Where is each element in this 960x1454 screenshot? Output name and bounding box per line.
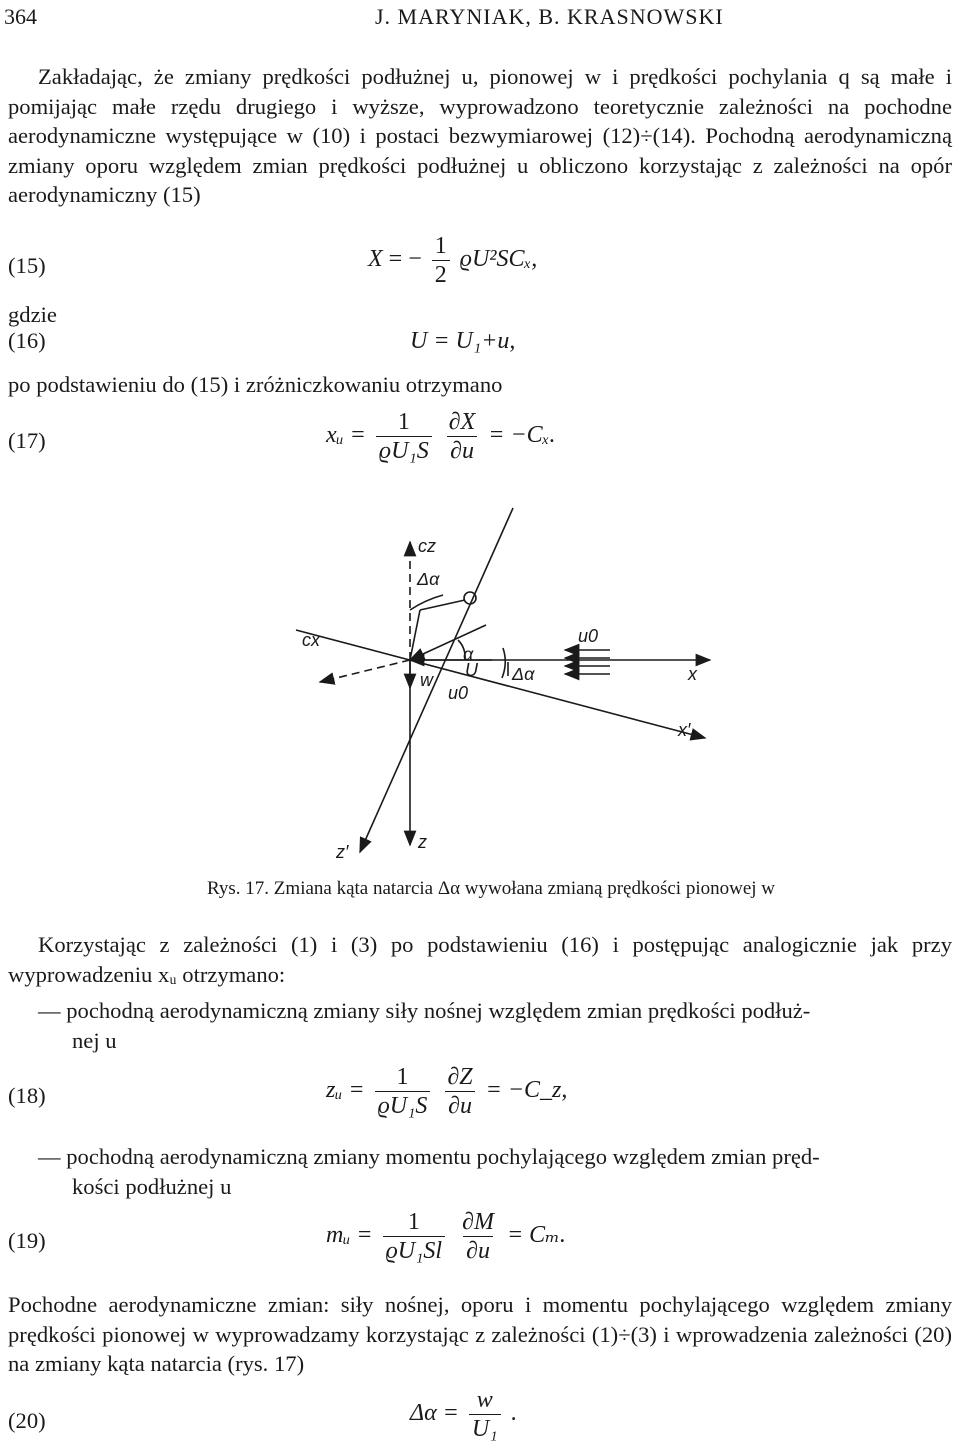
- eq19-rhs: = Cₘ.: [506, 1222, 566, 1249]
- eq15-number: (15): [8, 253, 46, 278]
- eq17-f1-den: ϱU₁S: [376, 436, 432, 465]
- eq19-f1-num: 1: [407, 1209, 420, 1235]
- delta-alpha-arc-right: [502, 648, 505, 678]
- eq19-fraction-1: [383, 1208, 446, 1265]
- eq15-num: 1: [434, 233, 447, 259]
- eq18-number: (18): [8, 1083, 46, 1108]
- eq19-f2-den: ∂u: [463, 1236, 493, 1265]
- equation-17: [326, 408, 556, 465]
- label-alpha: α: [463, 644, 474, 664]
- eq20-number: (20): [8, 1408, 46, 1433]
- label-u0-right: u0: [578, 626, 599, 646]
- eq17-number: (17): [8, 428, 46, 453]
- eq19-fraction-2: [459, 1208, 497, 1265]
- running-header: J. MARYNIAK, B. KRASNOWSKI: [375, 4, 724, 29]
- label-u0-bottom: u0: [448, 683, 469, 703]
- eq15-lhs: X: [368, 246, 383, 273]
- label-x: x: [688, 664, 697, 684]
- equation-15: [368, 232, 537, 289]
- eq17-fraction-2: [446, 408, 479, 465]
- intro-paragraph: Zakładając, że zmiany prędkości podłużnej u, pionowej w i prędkości pochylania q są małe i pomijając małe rzędu drugiego i wyższe, wyprowadzono teoretycznie zależności na pochodne aerodynamiczne występujące w (10) i postaci bezwymiarowej (12)÷(14). Pochodną aerodynamiczną zmiany oporu względem zmian prędkości podłużnej u obliczono korzystając z zależności na opór aerodynamiczny (15): [8, 64, 952, 208]
- label-cz: cz: [418, 536, 436, 556]
- eq15-fraction: [432, 232, 450, 289]
- figure-caption: Rys. 17. Zmiana kąta natarcia Δα wywołana zmianą prędkości pionowej w: [207, 878, 776, 899]
- eq20-den: U₁: [469, 1414, 501, 1443]
- label-delta-alpha-top: Δα: [417, 569, 440, 589]
- x-prime-axis-line: [296, 630, 705, 738]
- equation-16: U = U₁+u,: [410, 328, 516, 354]
- eq17-f2-den: ∂u: [447, 436, 477, 465]
- eq17-lhs: xᵤ =: [326, 422, 366, 449]
- label-U: U: [465, 660, 478, 680]
- eq17-f2-num: ∂X: [448, 409, 476, 435]
- eq19-number: (19): [8, 1228, 46, 1253]
- eq18-rhs: = −C_z,: [485, 1077, 568, 1104]
- eq15-den: 2: [432, 260, 450, 289]
- label-x-prime: x′: [678, 720, 691, 740]
- label-z: z: [418, 832, 427, 852]
- line-after-eq16: po podstawieniu do (15) i zróżniczkowaniu otrzymano: [8, 372, 503, 397]
- bullet-1-line-2: nej u: [72, 1028, 117, 1053]
- label-w: w: [420, 670, 433, 690]
- label-cx: cx: [302, 630, 320, 650]
- wing-line: [410, 610, 420, 660]
- eq19-f2-num: ∂M: [462, 1209, 494, 1235]
- eq20-lhs: Δα =: [410, 1400, 459, 1427]
- label-z-prime: z′: [336, 842, 349, 862]
- equation-18: [326, 1063, 567, 1120]
- eq18-f1-num: 1: [396, 1064, 409, 1090]
- page-number: 364: [4, 4, 37, 29]
- eq20-num: w: [476, 1387, 493, 1413]
- word-gdzie: gdzie: [8, 302, 57, 327]
- eq18-fraction-1: [375, 1063, 431, 1120]
- eq15-rhs: ϱU²SCₓ,: [459, 246, 538, 273]
- tail-circle: [464, 592, 476, 604]
- label-delta-alpha-mid: Δα: [512, 664, 535, 684]
- eq17-rhs: = −Cₓ.: [488, 422, 556, 449]
- eq20-fraction: [469, 1386, 501, 1443]
- equation-20: [410, 1386, 517, 1443]
- bullet-2-line-1: — pochodną aerodynamiczną zmiany momentu pochylającego względem zmian pręd-: [38, 1144, 820, 1169]
- cx-vector: [320, 660, 410, 682]
- eq16-number: (16): [8, 328, 46, 353]
- eq15-equals: =: [388, 246, 403, 273]
- paragraph-3: Pochodne aerodynamiczne zmian: siły nośnej, oporu i momentu pochylającego względem zmiany prędkości pionowej w wyprowadzamy korzystając z zależności (1)÷(3) i wprowadzenia zależności (20) na zmiany kąta natarcia (rys. 17): [8, 1292, 952, 1377]
- eq15-minus: −: [408, 246, 422, 273]
- figure-17-diagram: [260, 500, 740, 880]
- eq19-f1-den: ϱU₁Sl: [383, 1236, 446, 1265]
- eq20-period: .: [510, 1400, 517, 1427]
- equation-19: [326, 1208, 566, 1265]
- paragraph-2: Korzystając z zależności (1) i (3) po podstawieniu (16) i postępując analogicznie jak przy wyprowadzeniu xᵤ otrzymano:: [8, 932, 952, 987]
- z-prime-axis-line: [360, 508, 513, 852]
- bullet-1-line-1: — pochodną aerodynamiczną zmiany siły nośnej względem zmian prędkości podłuż-: [38, 998, 811, 1023]
- eq18-f1-den: ϱU₁S: [375, 1091, 431, 1120]
- bullet-2-line-2: kości podłużnej u: [72, 1174, 232, 1199]
- eq18-fraction-2: [444, 1063, 475, 1120]
- eq19-lhs: mᵤ =: [326, 1222, 373, 1249]
- eq17-f1-num: 1: [397, 409, 410, 435]
- eq18-f2-num: ∂Z: [447, 1064, 473, 1090]
- eq17-fraction-1: [376, 408, 432, 465]
- eq18-lhs: zᵤ =: [326, 1077, 365, 1104]
- eq18-f2-den: ∂u: [445, 1091, 475, 1120]
